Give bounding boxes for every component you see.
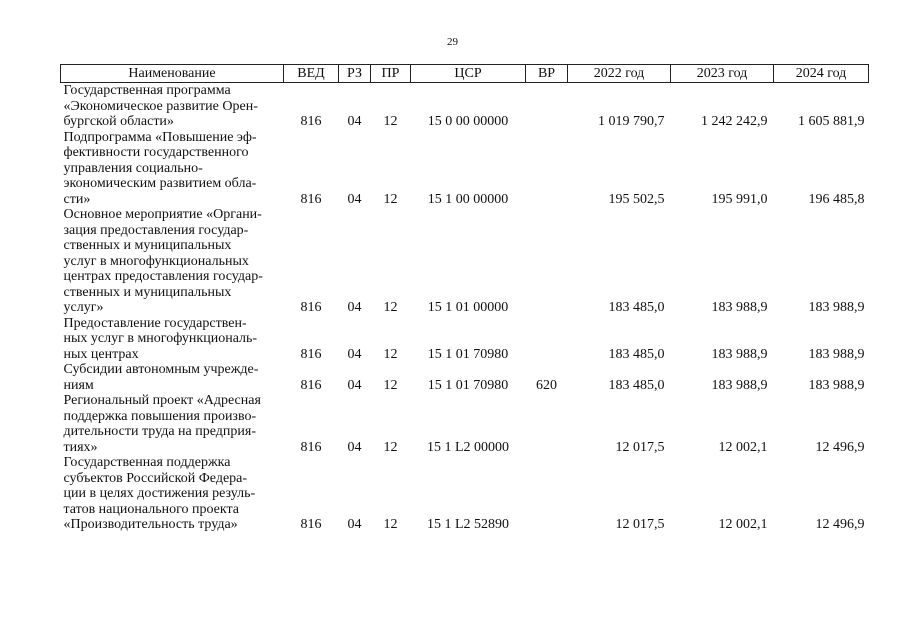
table-header-row <box>61 65 869 83</box>
table-row <box>61 316 869 363</box>
table-row <box>61 393 869 455</box>
row-csr: 15 1 01 70980 <box>427 377 509 393</box>
row-vr <box>526 130 568 208</box>
row-2024: 12 496,9 <box>815 439 865 455</box>
row-name: Государственная поддержка субъектов Российской Федера- ции в целях достижения резуль- татов национального проекта «Производительность труда» <box>63 455 256 532</box>
row-2023: 12 002,1 <box>718 517 768 532</box>
row-ved: 816 <box>300 517 322 532</box>
row-name: Региональный проект «Адресная поддержка повышения произво- дительности труда на предприя- тиях» <box>63 393 261 455</box>
row-vr <box>526 83 568 130</box>
row-2024: 183 988,9 <box>808 300 865 315</box>
row-2023: 195 991,0 <box>711 191 768 207</box>
row-2023: 183 988,9 <box>711 346 768 362</box>
table-row <box>61 362 869 393</box>
row-2023: 183 988,9 <box>711 377 768 393</box>
row-rz: 04 <box>347 300 362 315</box>
row-rz: 04 <box>347 346 362 362</box>
row-vr <box>526 316 568 363</box>
header-rz: РЗ <box>339 65 371 83</box>
header-name: Наименование <box>61 65 284 83</box>
row-csr: 15 1 00 00000 <box>427 191 509 207</box>
row-name: Основное мероприятие «Органи- зация предоставления государ- ственных и муниципальных услуг в многофункциональных центрах предоставления государ- ственных и муниципальных услуг» <box>63 207 263 315</box>
row-2023: 12 002,1 <box>718 439 768 455</box>
row-ved: 816 <box>300 377 322 393</box>
row-2024: 12 496,9 <box>815 517 865 532</box>
row-vr <box>526 393 568 455</box>
header-2022: 2022 год <box>568 65 671 83</box>
row-vr <box>526 455 568 533</box>
row-ved: 816 <box>300 114 322 129</box>
row-name: Государственная программа «Экономическое развитие Орен- бургской области» <box>63 83 258 129</box>
row-csr: 15 1 L2 00000 <box>426 439 510 455</box>
row-2022: 1 019 790,7 <box>598 114 665 129</box>
row-2023: 183 988,9 <box>711 300 768 315</box>
row-2022: 12 017,5 <box>615 517 665 532</box>
header-2024: 2024 год <box>774 65 869 83</box>
header-pr: ПР <box>371 65 411 83</box>
row-pr: 12 <box>383 377 398 393</box>
row-pr: 12 <box>383 517 398 532</box>
header-csr: ЦСР <box>411 65 526 83</box>
table-row <box>61 207 869 316</box>
row-vr <box>526 207 568 316</box>
row-rz: 04 <box>347 191 362 207</box>
row-2023: 1 242 242,9 <box>701 114 768 129</box>
row-ved: 816 <box>300 346 322 362</box>
row-2022: 183 485,0 <box>608 346 665 362</box>
row-pr: 12 <box>383 439 398 455</box>
header-2023: 2023 год <box>671 65 774 83</box>
row-rz: 04 <box>347 439 362 455</box>
row-2024: 183 988,9 <box>808 346 865 362</box>
header-ved: ВЕД <box>284 65 339 83</box>
row-ved: 816 <box>300 191 322 207</box>
row-pr: 12 <box>383 114 398 129</box>
budget-table <box>60 64 869 533</box>
row-2022: 12 017,5 <box>615 439 665 455</box>
row-csr: 15 1 01 00000 <box>427 300 509 315</box>
header-vr: ВР <box>526 65 568 83</box>
row-2024: 196 485,8 <box>808 191 865 207</box>
row-rz: 04 <box>347 517 362 532</box>
row-name: Подпрограмма «Повышение эф- фективности государственного управления социально- экономическим развитием обла- сти» <box>63 129 257 207</box>
table-row <box>61 130 869 208</box>
table-row <box>61 455 869 533</box>
row-vr: 620 <box>536 377 557 393</box>
row-name: Предоставление государствен- ных услуг в многофункциональ- ных центрах <box>63 315 258 362</box>
row-csr: 15 0 00 00000 <box>427 114 509 129</box>
row-2022: 195 502,5 <box>608 191 665 207</box>
row-csr: 15 1 01 70980 <box>427 346 509 362</box>
row-csr: 15 1 L2 52890 <box>426 517 510 532</box>
row-2024: 183 988,9 <box>808 377 865 393</box>
table-row <box>61 83 869 130</box>
page-number: 29 <box>447 36 458 48</box>
table-body <box>61 83 869 533</box>
row-pr: 12 <box>383 300 398 315</box>
row-pr: 12 <box>383 346 398 362</box>
row-ved: 816 <box>300 300 322 315</box>
row-rz: 04 <box>347 114 362 129</box>
row-ved: 816 <box>300 439 322 455</box>
row-2022: 183 485,0 <box>608 300 665 315</box>
row-2022: 183 485,0 <box>608 377 665 393</box>
row-name: Субсидии автономным учрежде- ниям <box>63 362 259 393</box>
row-pr: 12 <box>383 191 398 207</box>
row-2024: 1 605 881,9 <box>798 114 865 129</box>
row-rz: 04 <box>347 377 362 393</box>
